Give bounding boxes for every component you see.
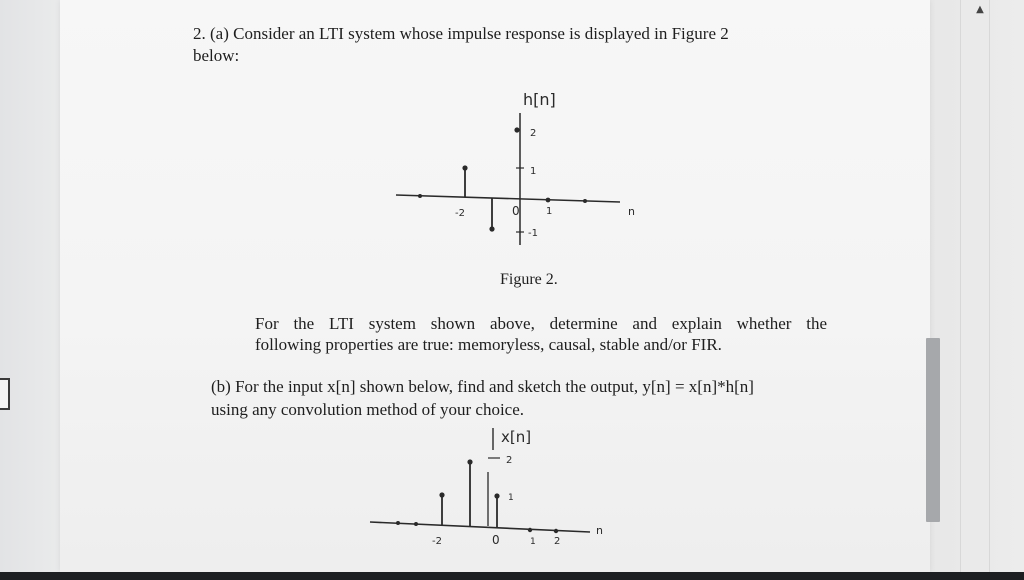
scrollbar-thumb[interactable] [926,338,940,522]
scroll-up-arrow-icon[interactable]: ▲ [976,4,984,15]
x-sample-n2 [554,529,558,533]
part-b-text-line1: (b) For the input x[n] shown below, find and sketch the output, y[n] = x[n]*h[n] [211,377,754,396]
x-sample-n1 [528,528,532,532]
x-sample-n0 [494,493,499,498]
x-sample-n-minus1 [467,459,472,464]
h-figure-title: h[n] [523,90,556,109]
h-amp-label-2: 2 [530,128,537,139]
h-axis-label: n [628,205,635,218]
x-tick-label-neg2: -2 [432,536,442,547]
h-sample-n-minus1 [489,226,494,231]
bottom-bar [0,572,1024,580]
h-sample-n1 [546,198,551,203]
h-axis-dot-right [583,199,587,203]
x-tick-label-1: 1 [530,537,536,547]
h-amp-label-1: 1 [530,166,537,177]
h-axis-dot-left [418,194,422,198]
x-amp-label-2: 2 [506,455,513,466]
h-tick-label-0: 0 [512,204,520,218]
h-tick-label-neg2: -2 [455,208,465,219]
x-amp-label-1: 1 [508,493,514,503]
x-axis-dot-left2 [414,522,418,526]
x-tick-label-0: 0 [492,533,500,547]
x-tick-label-2: 2 [554,536,561,547]
x-axis-label: n [596,524,603,537]
h-sample-n0 [514,127,519,132]
input-signal-figure [360,420,620,550]
figure-caption: Figure 2. [500,271,558,288]
impulse-response-figure [380,80,650,260]
part-a-text-line1: 2. (a) Consider an LTI system whose impulse response is displayed in Figure 2 [193,24,729,43]
part-a-text-line2: below: [193,46,240,65]
h-sample-n-minus2 [462,165,467,170]
x-axis-dot-left [396,521,400,525]
h-amp-label-neg1: -1 [528,228,538,239]
x-sample-n-minus2 [439,492,444,497]
question-text-line2: following properties are true: memoryless, causal, stable and/or FIR. [255,335,722,354]
scrollbar-track[interactable] [960,0,990,572]
question-text-line1: For the LTI system shown above, determine and explain whether the [255,314,827,333]
left-panel-edge [0,378,10,410]
x-figure-title: x[n] [501,428,532,446]
part-b-text-line2: using any convolution method of your choice. [211,400,525,419]
h-tick-label-1: 1 [546,206,553,217]
